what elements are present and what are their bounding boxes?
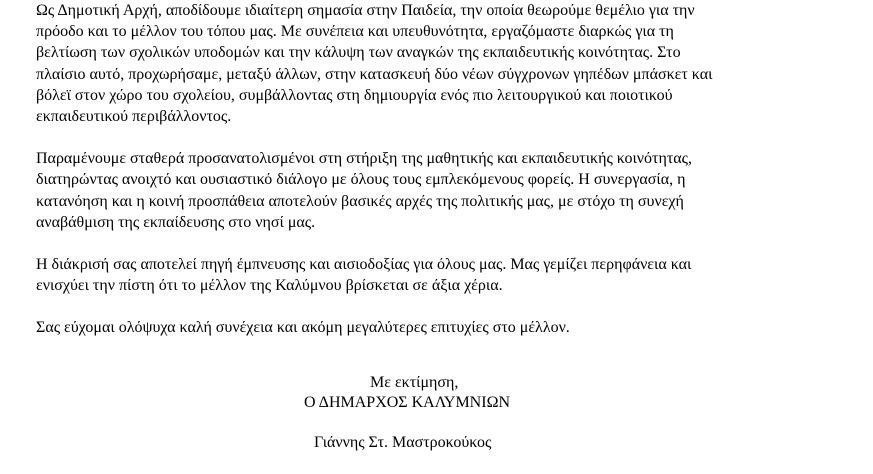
signatory-name: Γιάννης Στ. Μαστροκούκος: [314, 434, 492, 451]
text-line: Παραμένουμε σταθερά προσανατολισμένοι στη στήριξη της μαθητικής και εκπαιδευτικής κοινότητας,: [36, 150, 692, 168]
paragraph-support: [36, 148, 836, 233]
text-line: κατανόηση και η κοινή προσπάθεια αποτελούν βασικές αρχές της πολιτικής μας, με στόχο τη συνεχή: [36, 192, 684, 210]
paragraph-distinction: [36, 254, 836, 296]
letter-body: [36, 0, 836, 359]
text-line: Ως Δημοτική Αρχή, αποδίδουμε ιδιαίτερη σημασία στην Παιδεία, την οποία θεωρούμε θεμέλιο για την: [36, 2, 695, 19]
text-line: ενισχύει την πίστη ότι το μέλλον της Καλύμνου βρίσκεται σε άξια χέρια.: [36, 277, 503, 295]
text-line: πλαίσιο αυτό, προχωρήσαμε, μεταξύ άλλων, στην κατασκευή δύο νέων σύγχρονων γηπέδων μπάσκετ και: [36, 65, 713, 83]
signatory-title: Ο ΔΗΜΑΡΧΟΣ ΚΑΛΥΜΝΙΩΝ: [304, 394, 511, 411]
text-line: βελτίωση των σχολικών υποδομών και την κάλυψη των αναγκών της εκπαιδευτικής κοινότητας. Στο: [36, 44, 681, 62]
paragraph-wishes: [36, 317, 836, 338]
closing-regards: Με εκτίμηση,: [370, 374, 459, 391]
text-line: Η διάκρισή σας αποτελεί πηγή έμπνευσης και αισιοδοξίας για όλους μας. Μας γεμίζει περηφάνεια και: [36, 255, 692, 273]
text-line: αναβάθμιση της εκπαίδευσης στο νησί μας.: [36, 213, 316, 231]
text-line: πρόοδο και το μέλλον του τόπου μας. Με συνέπεια και υπευθυνότητα, εργαζόμαστε διαρκώς για τη: [36, 23, 674, 41]
text-line: βόλεϊ στον χώρο του σχολείου, συμβάλλοντας στη δημιουργία ενός πιο λειτουργικού και ποιοτικού: [36, 86, 673, 104]
text-line: Σας εύχομαι ολόψυχα καλή συνέχεια και ακόμη μεγαλύτερες επιτυχίες στο μέλλον.: [36, 319, 570, 337]
text-line: διατηρώντας ανοιχτό και ουσιαστικό διάλογο με όλους τους εμπλεκόμενους φορείς. Η συνεργασία, η: [36, 171, 686, 189]
paragraph-education: [36, 0, 836, 127]
text-line: εκπαιδευτικού περιβάλλοντος.: [36, 107, 232, 125]
